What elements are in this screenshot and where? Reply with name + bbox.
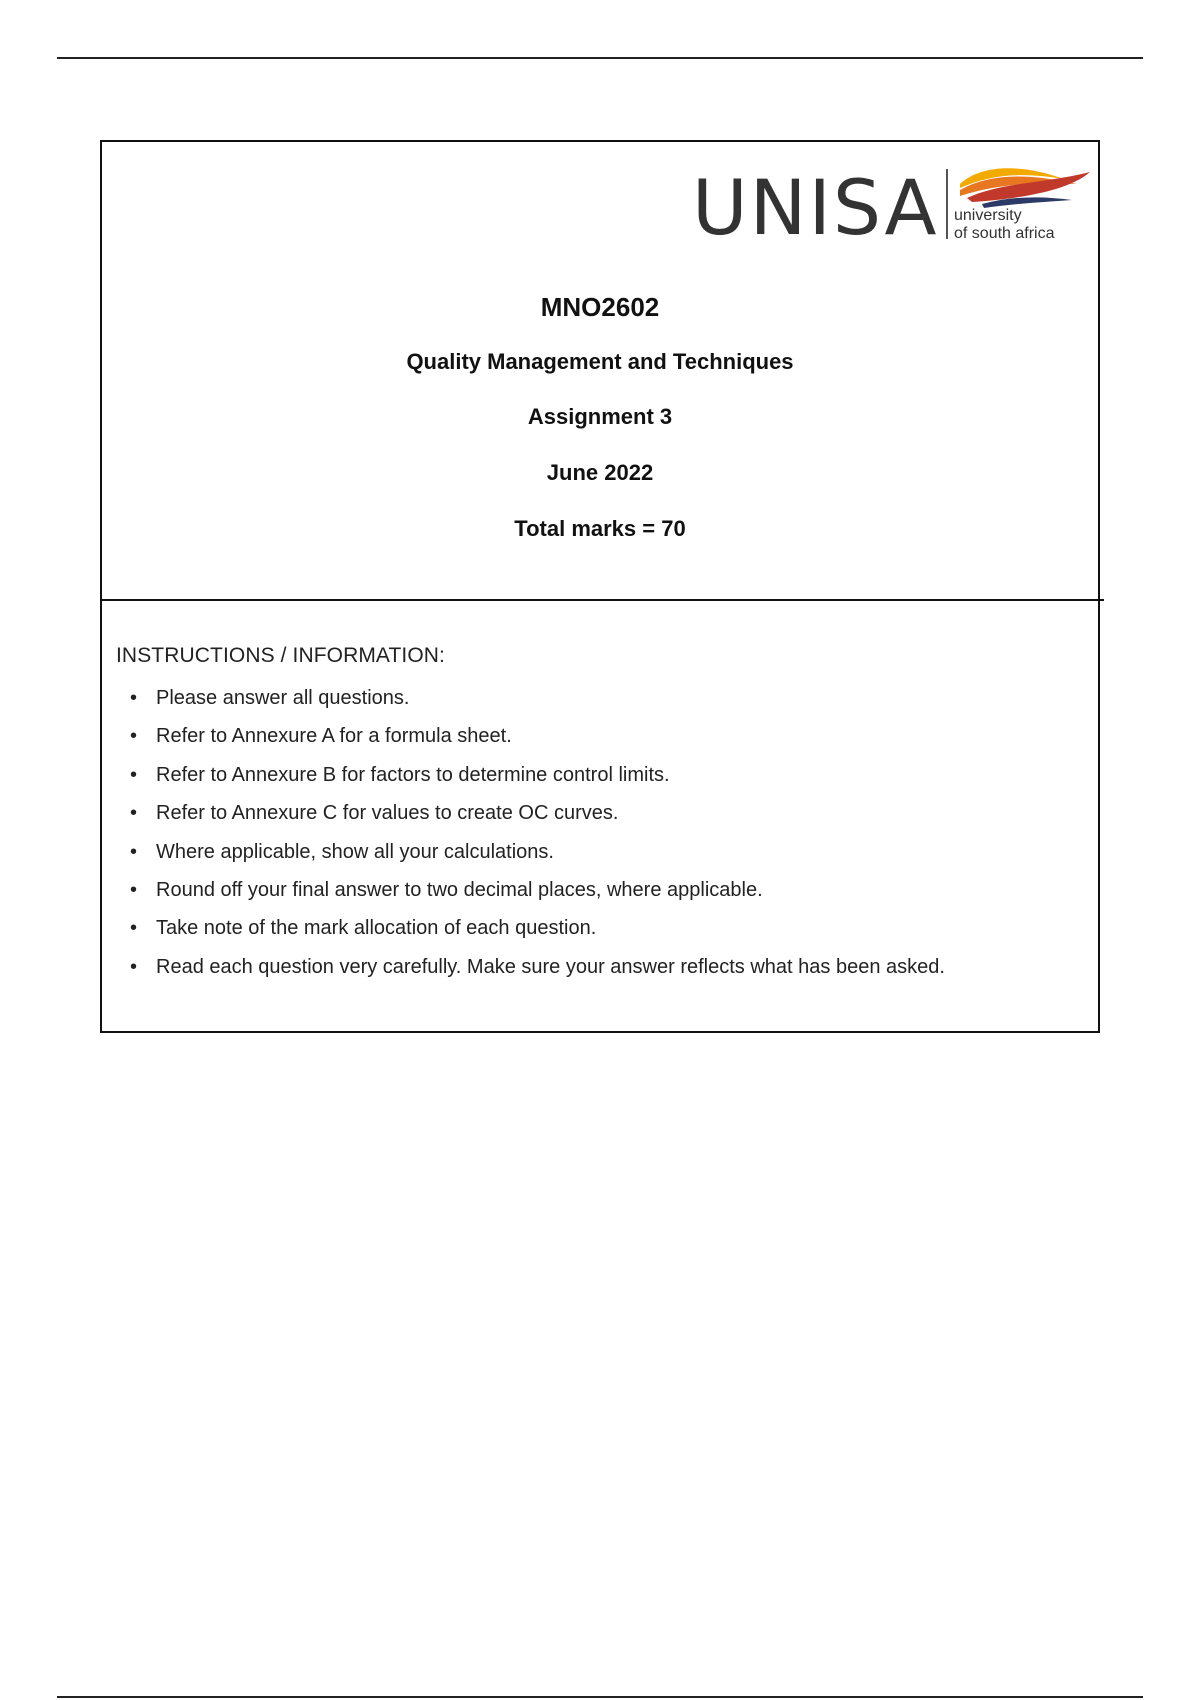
instruction-text: Read each question very carefully. Make sure your answer reflects what has been asked.	[156, 955, 945, 978]
list-item	[116, 878, 1076, 916]
bullet-icon: •	[130, 763, 138, 786]
bullet-icon: •	[130, 917, 138, 940]
list-item	[116, 724, 1076, 762]
logo-subtext-line2: of south africa	[954, 225, 1055, 242]
instruction-text: Please answer all questions.	[156, 687, 410, 709]
instructions-list	[116, 686, 1076, 993]
bullet-icon: •	[130, 878, 138, 901]
instructions-section	[116, 644, 1076, 993]
page-bottom-rule	[57, 1696, 1143, 1698]
unisa-logo	[692, 154, 1092, 254]
instruction-text: Refer to Annexure C for values to create OC curves.	[156, 802, 619, 825]
bullet-icon: •	[130, 802, 138, 825]
cover-box	[100, 140, 1100, 1033]
bullet-icon: •	[130, 725, 138, 748]
bullet-icon: •	[130, 687, 138, 709]
instructions-heading: INSTRUCTIONS / INFORMATION:	[116, 644, 445, 667]
instruction-text: Refer to Annexure A for a formula sheet.	[156, 725, 512, 748]
list-item	[116, 686, 1076, 724]
bullet-icon: •	[130, 955, 138, 978]
course-code: MNO2602	[540, 292, 660, 322]
list-item	[116, 763, 1076, 801]
list-item	[116, 916, 1076, 954]
bullet-icon: •	[130, 840, 138, 863]
instruction-text: Round off your final answer to two decimal places, where applicable.	[156, 878, 763, 901]
list-item	[116, 840, 1076, 878]
cover-header	[102, 142, 1098, 601]
list-item	[116, 955, 1076, 993]
instruction-text: Refer to Annexure B for factors to determine control limits.	[156, 763, 670, 786]
instruction-text: Where applicable, show all your calculations.	[156, 840, 554, 863]
list-item	[116, 801, 1076, 839]
instruction-text: Take note of the mark allocation of each question.	[156, 917, 597, 940]
assignment-date: June 2022	[546, 460, 654, 485]
total-marks: Total marks = 70	[514, 516, 686, 541]
logo-subtext-line1: university	[954, 207, 1022, 224]
page-top-rule	[57, 57, 1143, 59]
course-name: Quality Management and Techniques	[406, 349, 794, 374]
assignment-title: Assignment 3	[527, 404, 673, 429]
logo-wordmark: UNISA	[692, 163, 939, 252]
